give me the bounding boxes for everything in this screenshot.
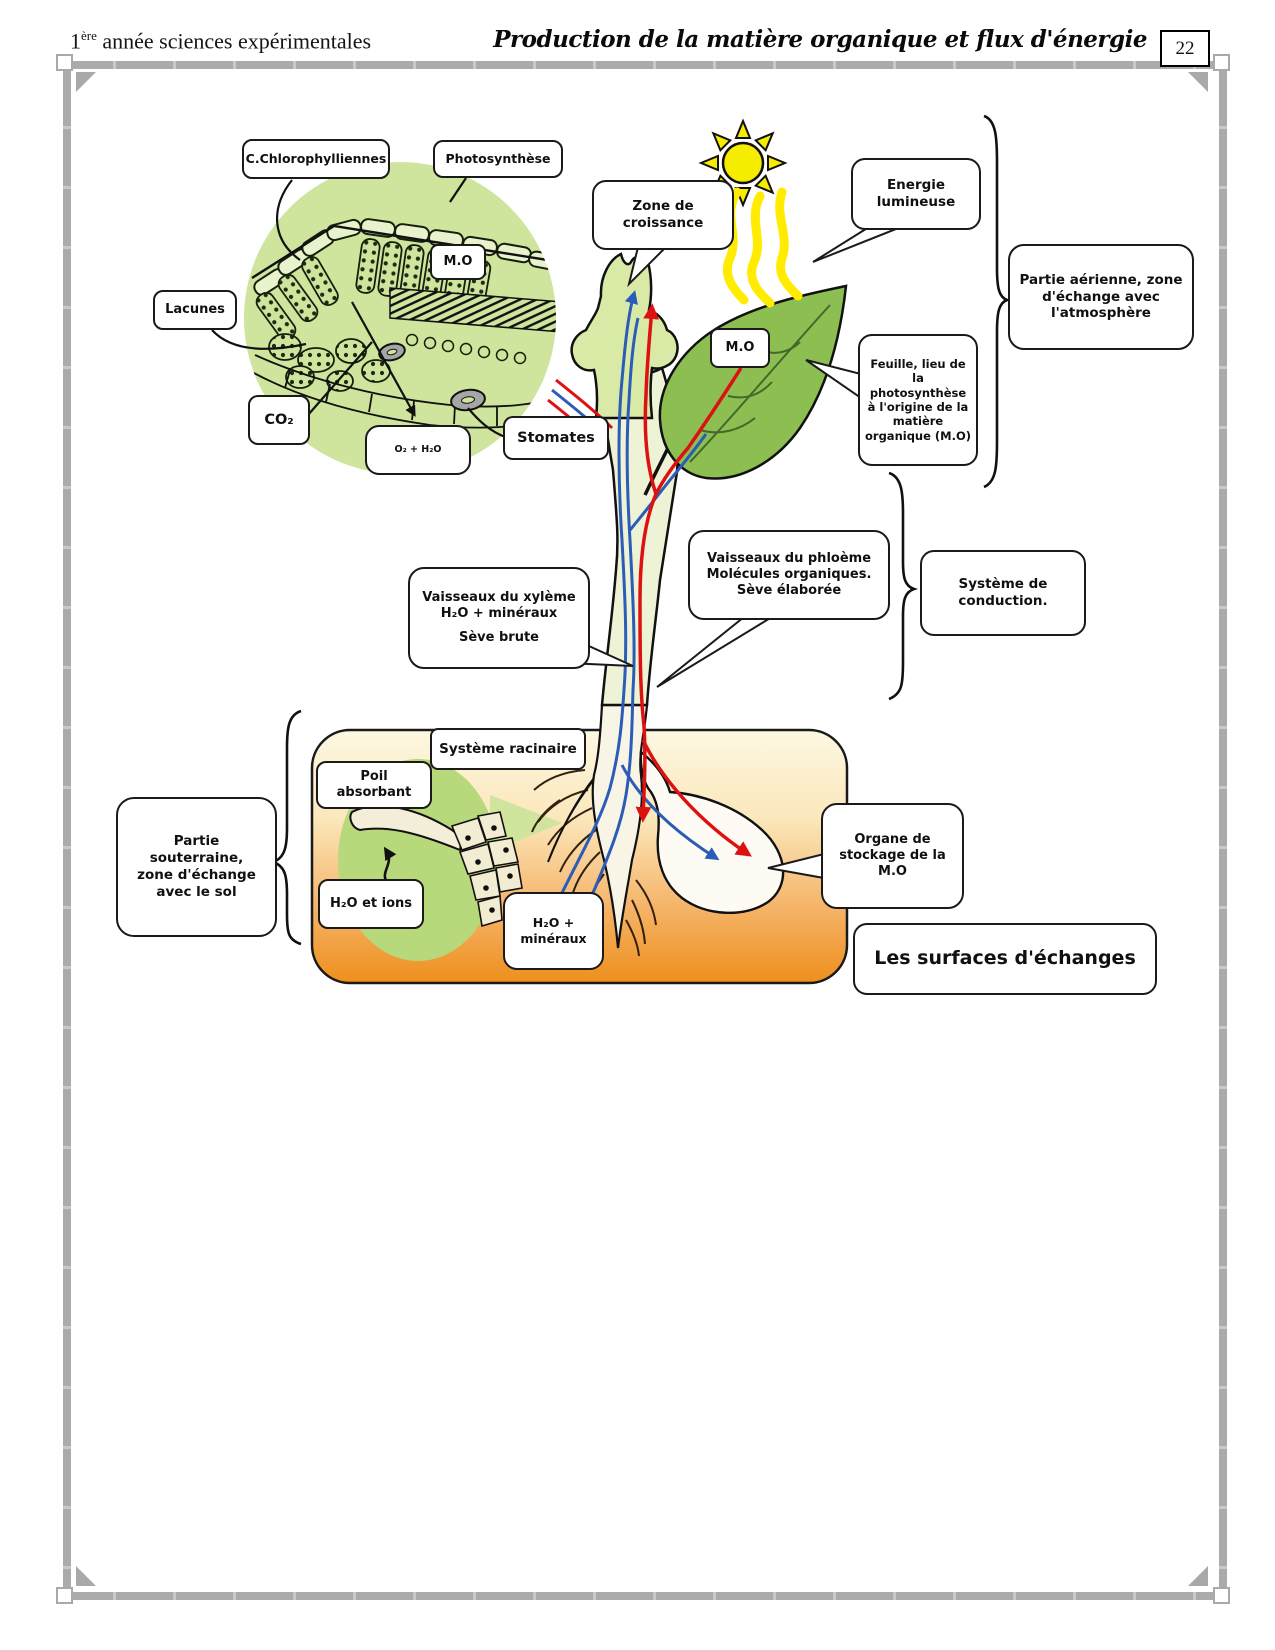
systeme-conduction-text: Système de conduction. [958, 576, 1048, 609]
label-energie-lumineuse [851, 158, 981, 230]
label-mo-leaf [710, 328, 770, 368]
label-xyleme [408, 567, 590, 669]
label-organe-stockage [821, 803, 964, 909]
surfaces-echanges-text: Les surfaces d'échanges [874, 947, 1136, 970]
light-rays [727, 192, 798, 303]
phloeme-line1: Vaisseaux du phloème [706, 550, 872, 566]
partie-souterraine-text: Partie souterraine, zone d'échange avec le sol [137, 833, 256, 900]
label-stomates [503, 416, 609, 460]
systeme-racinaire-text: Système racinaire [439, 740, 577, 757]
h2o-mineraux-line2: minéraux [520, 931, 587, 946]
chapter-title: Production de la matière organique et flux d'énergie [493, 26, 1147, 53]
border-corner-square-bl [56, 1587, 73, 1604]
poil-absorbant-text: Poil absorbant [336, 768, 412, 800]
label-systeme-conduction [920, 550, 1086, 636]
border-top [56, 61, 1228, 69]
label-h2o-ions [318, 879, 424, 929]
h2o-mineraux-line1: H₂O + [532, 915, 575, 931]
label-systeme-racinaire [430, 728, 586, 770]
o2-h2o-text: O₂ + H₂O [394, 444, 442, 456]
stomates-text: Stomates [517, 429, 595, 446]
brace-soil [273, 711, 301, 944]
brace-aerial [984, 116, 1007, 487]
label-o2-h2o [365, 425, 471, 475]
border-corner-square-br [1213, 1587, 1230, 1604]
xyleme-line3: Sève brute [459, 629, 539, 645]
label-surfaces-echanges [853, 923, 1157, 995]
brace-conduction [889, 473, 914, 699]
label-poil-absorbant [316, 761, 432, 809]
co2-text: CO₂ [264, 411, 294, 428]
xyleme-line2: H₂O + minéraux [440, 606, 558, 622]
partie-aerienne-text: Partie aérienne, zone d'échange avec l'atmosphère [1019, 271, 1183, 322]
course-title-rest: année sciences expérimentales [96, 28, 372, 54]
organe-stockage-text: Organe de stockage de la M.O [839, 831, 946, 880]
mo-circle-text: M.O [443, 253, 473, 269]
chlorophyll-cells-text: C.Chlorophylliennes [245, 151, 387, 167]
zone-croissance-text: Zone de croissance [622, 198, 704, 231]
course-title [70, 28, 371, 54]
label-phloeme [688, 530, 890, 620]
tail-phloeme [657, 617, 772, 687]
border-corner-square-tl [56, 54, 73, 71]
course-title-sup: ère [81, 28, 97, 43]
label-mo-circle [430, 244, 486, 280]
border-bottom [56, 1592, 1228, 1600]
h2o-ions-text: H₂O et ions [329, 895, 413, 911]
label-partie-aerienne [1008, 244, 1194, 350]
feuille-text: Feuille, lieu de la photosynthèse à l'origine de la matière organique (M.O) [865, 356, 972, 443]
label-chlorophyll-cells [242, 139, 390, 179]
page-number: 22 [1160, 30, 1210, 67]
xyleme-line1: Vaisseaux du xylème [422, 590, 576, 606]
label-lacunes [153, 290, 237, 330]
mo-leaf-text: M.O [725, 339, 755, 355]
lacunes-text: Lacunes [165, 301, 225, 317]
label-partie-souterraine [116, 797, 277, 937]
photosynthese-text: Photosynthèse [445, 151, 551, 167]
course-title-prefix: 1 [70, 28, 81, 54]
label-h2o-mineraux [503, 892, 604, 970]
border-left [63, 69, 71, 1592]
energie-lumineuse-text: Energie lumineuse [876, 177, 956, 210]
border-right [1219, 69, 1227, 1592]
label-co2 [248, 395, 310, 445]
label-photosynthese [433, 140, 563, 178]
label-feuille [858, 334, 978, 466]
phloeme-line2: Molécules organiques. [706, 566, 872, 582]
label-zone-croissance [592, 180, 734, 250]
phloeme-line3: Sève élaborée [736, 583, 842, 599]
tail-energie [813, 227, 901, 262]
border-corner-square-tr [1213, 54, 1230, 71]
